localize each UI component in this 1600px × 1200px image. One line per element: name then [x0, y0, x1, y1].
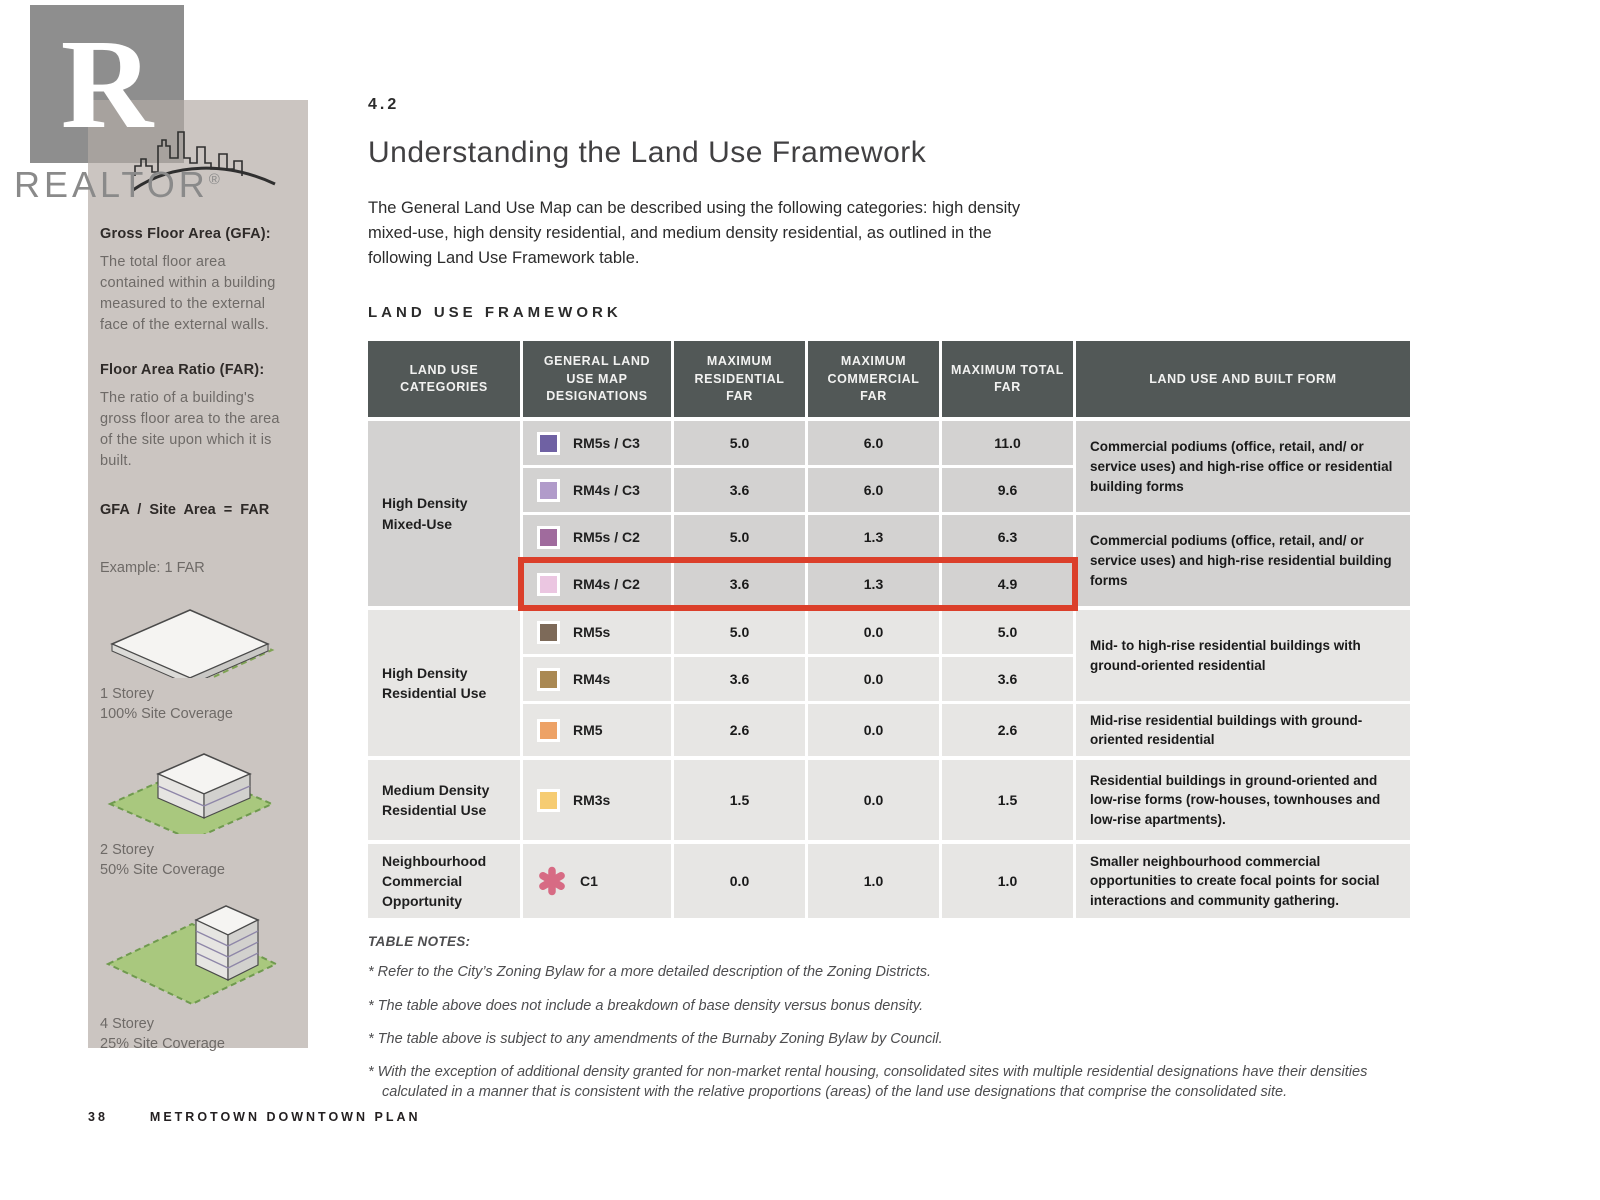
- commercial-far-cell: 0.0: [808, 610, 939, 654]
- commercial-far-cell-highlighted: 1.3: [808, 562, 939, 606]
- category-cell: Medium Density Residential Use: [368, 760, 520, 840]
- commercial-far-cell: 6.0: [808, 421, 939, 465]
- diagram-1-caption: 1 Storey 100% Site Coverage: [100, 686, 233, 722]
- designation-cell: RM5s: [523, 610, 671, 654]
- table-note: * The table above is subject to any amendments of the Burnaby Zoning Bylaw by Council.: [368, 1030, 943, 1047]
- realtor-wordmark: REALTOR®: [14, 164, 224, 205]
- registered-mark: ®: [208, 171, 224, 188]
- total-far-cell: 3.6: [942, 657, 1073, 701]
- table-header-row: [368, 341, 1410, 417]
- total-far-cell-highlighted: 4.9: [942, 562, 1073, 606]
- section-number: 4.2: [368, 96, 400, 113]
- example-label: Example: 1 FAR: [100, 560, 205, 577]
- total-far-cell: 1.5: [942, 760, 1073, 840]
- commercial-far-cell: 0.0: [808, 657, 939, 701]
- category-cell: Neighbourhood Commercial Opportunity: [368, 844, 520, 918]
- built-form-cell: Smaller neighbourhood commercial opportunities to create focal points for social interactions and community gathering.: [1076, 844, 1410, 918]
- diagram-2-storey: [100, 742, 294, 880]
- col-header-max-commercial-far: MAXIMUM COMMERCIAL FAR: [808, 341, 939, 417]
- residential-far-cell: 0.0: [674, 844, 805, 918]
- intro-paragraph: The General Land Use Map can be described using the following categories: high density mixed-use, high density residential, and medium density residential, as outlined in the following Land Use Framework table.: [368, 199, 1021, 267]
- residential-far-cell: 2.6: [674, 704, 805, 756]
- col-header-max-residential-far: MAXIMUM RESIDENTIAL FAR: [674, 341, 805, 417]
- residential-far-cell: 3.6: [674, 657, 805, 701]
- commercial-far-cell: 1.0: [808, 844, 939, 918]
- four-storey-illustration: [100, 898, 280, 1008]
- diagram-2-caption: 2 Storey 50% Site Coverage: [100, 842, 225, 878]
- page-title: Understanding the Land Use Framework: [368, 136, 927, 169]
- built-form-cell: Mid- to high-rise residential buildings with ground-oriented residential: [1076, 610, 1410, 701]
- table-note: * Refer to the City’s Zoning Bylaw for a more detailed description of the Zoning Districts.: [368, 964, 932, 981]
- table-notes: [368, 934, 1410, 1102]
- table-note: * The table above does not include a breakdown of base density versus bonus density.: [368, 997, 924, 1014]
- color-swatch: [537, 789, 560, 812]
- section-high-density-residential: [368, 610, 1410, 756]
- diagram-4-storey: [100, 898, 294, 1054]
- total-far-cell: 5.0: [942, 610, 1073, 654]
- built-form-cell: Commercial podiums (office, retail, and/ or service uses) and high-rise office or residential building forms: [1076, 421, 1410, 512]
- color-swatch: [537, 573, 560, 596]
- color-swatch: [537, 526, 560, 549]
- section-medium-density-residential: [368, 760, 1410, 840]
- land-use-framework-table: [368, 341, 1410, 918]
- commercial-far-cell: 6.0: [808, 468, 939, 512]
- col-header-max-total-far: MAXIMUM TOTAL FAR: [942, 341, 1073, 417]
- realtor-logo-r: R: [60, 12, 154, 155]
- color-swatch: [537, 621, 560, 644]
- designation-cell: RM5: [523, 704, 671, 756]
- table-title: LAND USE FRAMEWORK: [368, 304, 622, 322]
- gfa-definition: The total floor area contained within a building measured to the external face of the external walls.: [100, 254, 276, 334]
- built-form-cell: Mid-rise residential buildings with ground-oriented residential: [1076, 704, 1410, 756]
- total-far-cell: 11.0: [942, 421, 1073, 465]
- main-content: [368, 96, 1410, 1103]
- far-definition: The ratio of a building's gross floor area to the area of the site upon which it is built.: [100, 390, 280, 470]
- designation-cell: RM5s / C2: [523, 515, 671, 559]
- designation-cell: C1: [523, 844, 671, 918]
- designation-cell: RM5s / C3: [523, 421, 671, 465]
- residential-far-cell: 5.0: [674, 515, 805, 559]
- section-high-density-mixed-use: [368, 421, 1410, 606]
- page-number: 38: [88, 1110, 108, 1124]
- far-heading: Floor Area Ratio (FAR):: [100, 362, 265, 379]
- residential-far-cell: 1.5: [674, 760, 805, 840]
- color-swatch: [537, 668, 560, 691]
- residential-far-cell: 3.6: [674, 468, 805, 512]
- document-title: METROTOWN DOWNTOWN PLAN: [149, 1110, 421, 1124]
- table-note: * With the exception of additional density granted for non-market rental housing, consolidated sites with multiple residential designations have their densities calculated in a manner that is consistent with the relative proportions (areas) of the land use designations that comprise the consolidated site.: [368, 1064, 1368, 1101]
- designation-cell: RM3s: [523, 760, 671, 840]
- color-swatch: [537, 479, 560, 502]
- color-swatch: [537, 432, 560, 455]
- two-storey-illustration: [100, 742, 280, 834]
- gfa-heading: Gross Floor Area (GFA):: [100, 226, 271, 242]
- sidebar-definitions-panel: [88, 100, 308, 1052]
- designation-cell: RM4s / C3: [523, 468, 671, 512]
- asterisk-icon: [537, 866, 567, 896]
- col-header-designations: GENERAL LAND USE MAP DESIGNATIONS: [523, 341, 671, 417]
- total-far-cell: 1.0: [942, 844, 1073, 918]
- commercial-far-cell: 0.0: [808, 704, 939, 756]
- total-far-cell: 9.6: [942, 468, 1073, 512]
- diagram-1-storey: [100, 594, 294, 724]
- commercial-far-cell: 0.0: [808, 760, 939, 840]
- designation-cell: RM4s: [523, 657, 671, 701]
- designation-cell-highlighted: RM4s / C2: [523, 562, 671, 606]
- category-cell: High Density Mixed-Use: [368, 421, 520, 606]
- built-form-cell: Commercial podiums (office, retail, and/ or service uses) and high-rise residential building forms: [1076, 515, 1410, 606]
- built-form-cell: Residential buildings in ground-oriented and low-rise forms (row-houses, townhouses and low-rise apartments).: [1076, 760, 1410, 840]
- total-far-cell: 2.6: [942, 704, 1073, 756]
- table-notes-title: TABLE NOTES:: [368, 934, 471, 950]
- section-neighbourhood-commercial: [368, 844, 1410, 918]
- col-header-land-use-built-form: LAND USE AND BUILT FORM: [1076, 341, 1410, 417]
- residential-far-cell-highlighted: 3.6: [674, 562, 805, 606]
- page-footer: [88, 1110, 421, 1124]
- diagram-3-caption: 4 Storey 25% Site Coverage: [100, 1016, 225, 1052]
- color-swatch: [537, 719, 560, 742]
- residential-far-cell: 5.0: [674, 610, 805, 654]
- total-far-cell: 6.3: [942, 515, 1073, 559]
- commercial-far-cell: 1.3: [808, 515, 939, 559]
- category-cell: High Density Residential Use: [368, 610, 520, 756]
- col-header-land-use-categories: LAND USE CATEGORIES: [368, 341, 520, 417]
- residential-far-cell: 5.0: [674, 421, 805, 465]
- far-formula: GFA / Site Area = FAR: [100, 502, 270, 519]
- one-storey-illustration: [100, 594, 280, 678]
